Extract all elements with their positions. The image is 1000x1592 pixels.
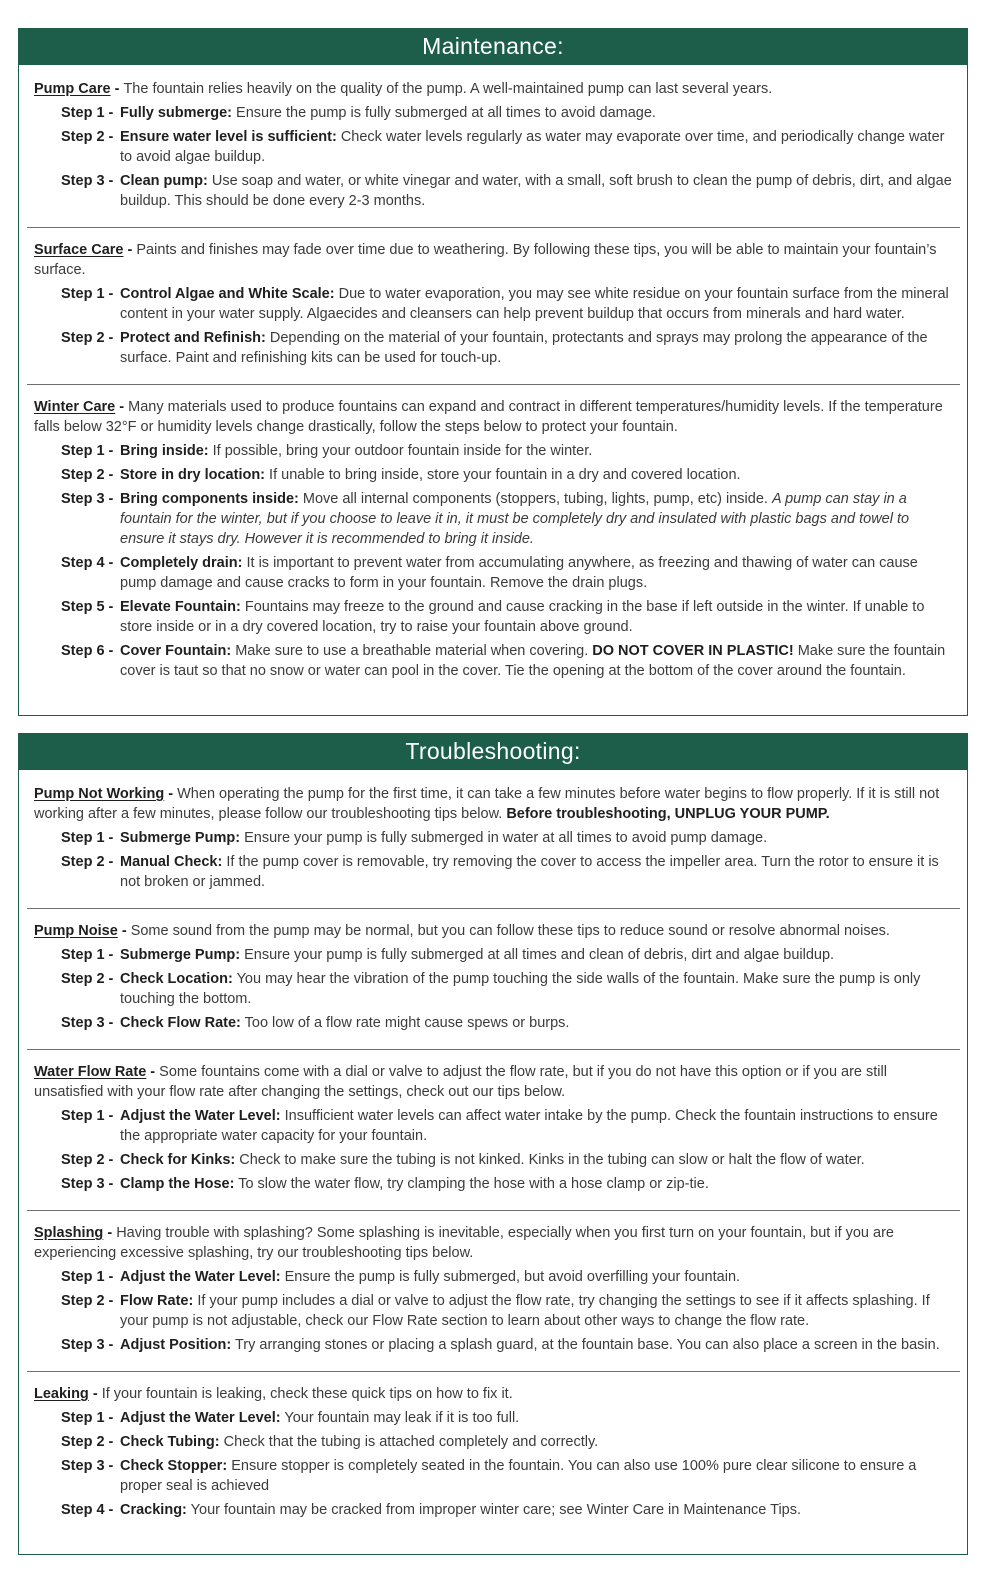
step-body [120,103,953,123]
step-title: Check Location: [120,971,233,987]
text-segment: DO NOT COVER IN PLASTIC! [592,643,794,659]
step-body [120,489,953,549]
step-row [61,1500,953,1520]
step-body [120,127,953,167]
text-segment: Ensure your pump is fully submerged in water at all times to avoid pump damage. [244,830,768,846]
step-body [120,441,953,461]
text-segment: Due to water evaporation, you may see white residue on your fountain surface from the mineral content in your water supply. Algaecides and cleansers can help prevent buildup that occurs from minerals and hard water. [120,286,949,322]
step-label: Step 2 - [61,1434,114,1450]
step-body [120,1500,953,1520]
step-row [61,171,953,211]
section-heading: Leaking [34,1386,89,1402]
troubleshooting-body [19,770,967,1554]
text-segment: If unable to bring inside, store your fountain in a dry and covered location. [269,467,741,483]
text-segment: A pump can stay in a fountain for the winter, but if you choose to leave it in, it must be completely dry and insulated with plastic bags and towel to ensure it stays dry. However it is recommended to bring it inside. [120,491,910,547]
step-title: Check for Kinks: [120,1152,236,1168]
text-segment: Use soap and water, or white vinegar and water, with a small, soft brush to clean the pump of debris, dirt, and algae buildup. This should be done every 2-3 months. [120,173,952,209]
step-title: Manual Check: [120,854,223,870]
step-body [120,171,953,211]
step-row [61,641,953,681]
section-pump-noise [34,917,953,1041]
step-row [61,553,953,593]
section-intro [34,1223,953,1263]
step-label: Step 1 - [61,105,114,121]
troubleshooting-header [19,734,967,770]
section-surface-care [34,236,953,376]
step-title: Bring inside: [120,443,209,459]
step-title: Elevate Fountain: [120,599,241,615]
section-intro [34,240,953,280]
step-row [61,103,953,123]
step-row [61,1150,953,1170]
troubleshooting-box [18,733,968,1555]
text-segment: Some fountains come with a dial or valve to adjust the flow rate, but if you do not have this option or if you are still unsatisfied with your flow rate after changing the settings, check out our tips below. [34,1064,887,1100]
step-title: Clamp the Hose: [120,1176,235,1192]
step-body [120,1174,953,1194]
step-title: Adjust the Water Level: [120,1410,281,1426]
heading-separator: - [123,242,137,258]
section-winter-care [34,393,953,689]
section-divider [27,227,960,228]
step-row [61,284,953,324]
step-row [61,1174,953,1194]
step-label: Step 1 - [61,286,114,302]
heading-separator: - [164,786,178,802]
step-row [61,852,953,892]
maintenance-title: Maintenance: [422,33,564,59]
text-segment: Ensure the pump is fully submerged at all times to avoid damage. [236,105,656,121]
section-intro [34,79,953,99]
section-intro [34,1062,953,1102]
section-heading: Pump Not Working [34,786,165,802]
text-segment: It is important to prevent water from accumulating anywhere, as freezing and thawing of water can cause pump damage and cause cracks to form in your fountain. Remove the drain plugs. [120,555,918,591]
text-segment: Many materials used to produce fountains can expand and contract in different temperatures/humidity levels. If the temperature falls below 32°F or humidity levels change drastically, follow the steps below to protect your fountain. [34,399,943,435]
step-row [61,597,953,637]
step-title: Ensure water level is sufficient: [120,129,337,145]
section-heading: Water Flow Rate [34,1064,147,1080]
step-label: Step 2 - [61,971,114,987]
step-label: Step 2 - [61,1152,114,1168]
step-row [61,1432,953,1452]
text-segment: When operating the pump for the first time, it can take a few minutes before water begins to flow properly. If it is still not working after a few minutes, please follow our troubleshooting tips below. [34,786,940,822]
step-title: Submerge Pump: [120,830,241,846]
text-segment: If your fountain is leaking, check these quick tips on how to fix it. [101,1386,513,1402]
step-row [61,828,953,848]
text-segment: Ensure the pump is fully submerged, but avoid overfilling your fountain. [284,1269,741,1285]
heading-separator: - [103,1225,117,1241]
text-segment: The fountain relies heavily on the quality of the pump. A well-maintained pump can last several years. [123,81,773,97]
step-label: Step 3 - [61,1337,114,1353]
text-segment: You may hear the vibration of the pump touching the side walls of the fountain. Make sure the pump is only touching the bottom. [120,971,921,1007]
section-heading: Pump Noise [34,923,118,939]
step-title: Bring components inside: [120,491,299,507]
step-row [61,1106,953,1146]
step-label: Step 3 - [61,491,114,507]
step-title: Cracking: [120,1502,187,1518]
section-intro [34,784,953,824]
maintenance-box [18,28,968,716]
step-title: Protect and Refinish: [120,330,266,346]
step-title: Clean pump: [120,173,208,189]
text-segment: Check that the tubing is attached completely and correctly. [223,1434,599,1450]
troubleshooting-title: Troubleshooting: [405,738,581,764]
section-pump-care [34,75,953,219]
section-leaking [34,1380,953,1528]
step-label: Step 3 - [61,1176,114,1192]
step-row [61,489,953,549]
step-body [120,284,953,324]
step-label: Step 1 - [61,1269,114,1285]
step-row [61,441,953,461]
section-heading: Pump Care [34,81,111,97]
text-segment: Having trouble with splashing? Some splashing is inevitable, especially when you first turn on your fountain, but if you are experiencing excessive splashing, try our troubleshooting tips below. [34,1225,894,1261]
step-label: Step 4 - [61,1502,114,1518]
step-label: Step 3 - [61,173,114,189]
text-segment: If possible, bring your outdoor fountain inside for the winter. [212,443,593,459]
section-heading: Splashing [34,1225,104,1241]
text-segment: Too low of a flow rate might cause spews or burps. [244,1015,570,1031]
step-title: Cover Fountain: [120,643,232,659]
step-label: Step 1 - [61,1410,114,1426]
step-label: Step 2 - [61,1293,114,1309]
step-body [120,553,953,593]
step-title: Check Tubing: [120,1434,220,1450]
step-label: Step 2 - [61,854,114,870]
step-title: Flow Rate: [120,1293,194,1309]
maintenance-body [19,65,967,715]
heading-separator: - [117,923,131,939]
text-segment: If your pump includes a dial or valve to adjust the flow rate, try changing the settings to see if it affects splashing. If your pump is not adjustable, check our Flow Rate section to learn about other ways to change the flow rate. [120,1293,930,1329]
section-water-flow-rate [34,1058,953,1202]
step-label: Step 2 - [61,330,114,346]
step-title: Adjust the Water Level: [120,1269,281,1285]
step-label: Step 1 - [61,947,114,963]
step-body [120,1432,953,1452]
step-label: Step 2 - [61,129,114,145]
text-segment: Your fountain may leak if it is too full. [284,1410,520,1426]
text-segment: Your fountain may be cracked from improper winter care; see Winter Care in Maintenance Tips. [190,1502,802,1518]
step-label: Step 2 - [61,467,114,483]
maintenance-header [19,29,967,65]
text-segment: If the pump cover is removable, try removing the cover to access the impeller area. Turn the rotor to ensure it is not broken or jammed. [120,854,939,890]
text-segment: Before troubleshooting, UNPLUG YOUR PUMP. [506,806,830,822]
step-row [61,1267,953,1287]
step-title: Check Flow Rate: [120,1015,241,1031]
step-title: Adjust the Water Level: [120,1108,281,1124]
text-segment: To slow the water flow, try clamping the hose with a hose clamp or zip-tie. [238,1176,709,1192]
section-intro [34,1384,953,1404]
section-divider [27,908,960,909]
text-segment: Try arranging stones or placing a splash guard, at the fountain base. You can also place a screen in the basin. [234,1337,940,1353]
text-segment: Make sure to use a breathable material when covering. [235,643,593,659]
text-segment: Ensure your pump is fully submerged at all times and clean of debris, dirt and algae buildup. [244,947,835,963]
section-divider [27,384,960,385]
text-segment: Depending on the material of your fountain, protectants and sprays may prolong the appearance of the surface. Paint and refinishing kits can be used for touch-up. [120,330,928,366]
section-divider [27,1049,960,1050]
step-title: Completely drain: [120,555,243,571]
step-body [120,1291,953,1331]
step-label: Step 6 - [61,643,114,659]
step-title: Control Algae and White Scale: [120,286,335,302]
text-segment: Check to make sure the tubing is not kinked. Kinks in the tubing can slow or halt the flow of water. [239,1152,865,1168]
section-divider [27,1210,960,1211]
text-segment: Move all internal components (stoppers, tubing, lights, pump, etc) inside. [302,491,772,507]
step-label: Step 5 - [61,599,114,615]
step-title: Adjust Position: [120,1337,232,1353]
section-heading: Surface Care [34,242,124,258]
section-pump-not-working [34,780,953,900]
step-label: Step 1 - [61,1108,114,1124]
step-label: Step 3 - [61,1458,114,1474]
step-body [120,969,953,1009]
text-segment: Some sound from the pump may be normal, but you can follow these tips to reduce sound or resolve abnormal noises. [130,923,890,939]
step-title: Submerge Pump: [120,947,241,963]
step-row [61,328,953,368]
text-segment: Fountains may freeze to the ground and cause cracking in the base if left outside in the winter. If unable to store inside or in a dry covered location, try to raise your fountain above ground. [120,599,925,635]
step-body [120,465,953,485]
step-label: Step 1 - [61,830,114,846]
step-body [120,1106,953,1146]
text-segment: Ensure stopper is completely seated in the fountain. You can also use 100% pure clear silicone to ensure a proper seal is achieved [120,1458,917,1494]
step-body [120,1267,953,1287]
step-title: Check Stopper: [120,1458,228,1474]
step-row [61,1291,953,1331]
text-segment: Insufficient water levels can affect water intake by the pump. Check the fountain instructions to ensure the appropriate water capacity for your fountain. [120,1108,938,1144]
step-row [61,1335,953,1355]
step-row [61,1013,953,1033]
step-body [120,641,953,681]
step-label: Step 3 - [61,1015,114,1031]
step-body [120,1408,953,1428]
step-label: Step 1 - [61,443,114,459]
heading-separator: - [110,81,124,97]
step-body [120,828,953,848]
section-intro [34,921,953,941]
step-title: Fully submerge: [120,105,232,121]
step-row [61,969,953,1009]
step-row [61,945,953,965]
section-heading: Winter Care [34,399,116,415]
step-body [120,1150,953,1170]
section-intro [34,397,953,437]
heading-separator: - [88,1386,102,1402]
step-body [120,852,953,892]
section-splashing [34,1219,953,1363]
heading-separator: - [146,1064,160,1080]
step-title: Store in dry location: [120,467,266,483]
step-body [120,1013,953,1033]
text-segment: Make sure the fountain cover is taut so that no snow or water can pool in the cover. Tie the opening at the bottom of the cover around the fountain. [120,643,946,679]
step-row [61,127,953,167]
text-segment: Paints and finishes may fade over time due to weathering. By following these tips, you will be able to maintain your fountain’s surface. [34,242,937,278]
section-divider [27,1371,960,1372]
step-body [120,328,953,368]
step-label: Step 4 - [61,555,114,571]
step-body [120,945,953,965]
text-segment: Check water levels regularly as water may evaporate over time, and periodically change water to avoid algae buildup. [120,129,945,165]
step-body [120,1335,953,1355]
step-row [61,1408,953,1428]
heading-separator: - [115,399,129,415]
step-row [61,1456,953,1496]
step-row [61,465,953,485]
step-body [120,597,953,637]
step-body [120,1456,953,1496]
